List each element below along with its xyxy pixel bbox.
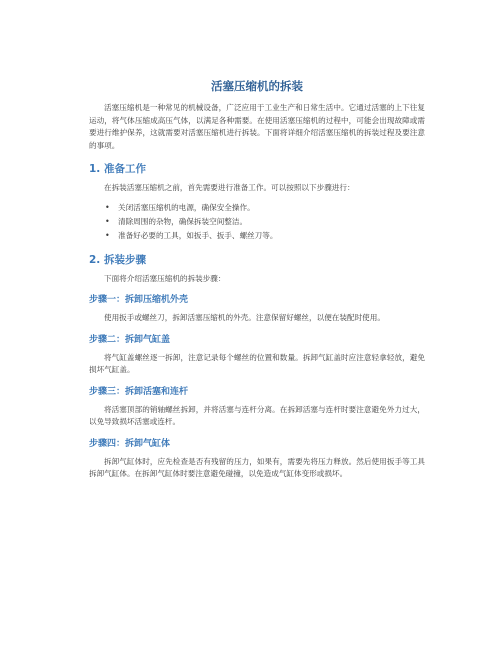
document-content (89, 78, 425, 481)
step-paragraph-1: 使用扳手或螺丝刀，拆卸活塞压缩机的外壳。注意保留好螺丝，以便在装配时使用。 (104, 313, 385, 322)
bullet-icon: • (105, 216, 110, 226)
document-title: 活塞压缩机的拆装 (211, 79, 303, 93)
intro-paragraph: 活塞压缩机是一种常见的机械设备，广泛应用于工业生产和日常生活中。它通过活塞的上下往复运动，将气体压缩成高压气体，以满足各种需要。在使用活塞压缩机的过程中，可能会出现故障或需要进行维护保养，这就需要对活塞压缩机进行拆装。下面将详细介绍活塞压缩机的拆装过程及要注意的事项。 (89, 103, 425, 150)
step-paragraph-4: 拆卸气缸体时，应先检查是否有残留的压力，如果有，需要先将压力释放。然后使用扳手等工具拆卸气缸体。在拆卸气缸体时要注意避免碰撞，以免造成气缸体变形或损坏。 (89, 456, 425, 478)
section-heading-preparation: 1. 准备工作 (89, 163, 146, 175)
step-heading-1: 步骤一：拆卸压缩机外壳 (89, 295, 189, 305)
step-paragraph-3: 将活塞顶部的销轴螺丝拆卸，并将活塞与连杆分离。在拆卸活塞与连杆时要注意避免外力过大，以免导致损坏活塞或连杆。 (89, 404, 425, 426)
bullet-icon: • (105, 202, 110, 212)
step-paragraph-2: 将气缸盖螺丝逐一拆卸，注意记录每个螺丝的位置和数量。拆卸气缸盖时应注意轻拿轻放，避免损坏气缸盖。 (89, 352, 425, 374)
list-item-text: 清除周围的杂物，确保拆装空间整洁。 (118, 216, 248, 226)
list-item-text: 关闭活塞压缩机的电源，确保安全操作。 (118, 202, 255, 212)
steps-intro-paragraph: 下面将介绍活塞压缩机的拆装步骤： (104, 273, 226, 283)
list-item-text: 准备好必要的工具，如扳手、扳手、螺丝刀等。 (118, 230, 278, 240)
step-heading-2: 步骤二：拆卸气缸盖 (89, 334, 171, 345)
bullet-icon: • (105, 230, 110, 240)
list-item (89, 201, 425, 215)
list-item (89, 215, 425, 229)
list-item (89, 229, 425, 243)
section-heading-steps: 2. 拆装步骤 (89, 253, 146, 266)
preparation-list (89, 201, 425, 243)
step-heading-3: 步骤三：拆卸活塞和连杆 (89, 386, 189, 397)
step-heading-4: 步骤四：拆卸气缸体 (89, 438, 171, 449)
preparation-paragraph: 在拆装活塞压缩机之前，首先需要进行准备工作。可以按照以下步骤进行： (104, 183, 355, 192)
